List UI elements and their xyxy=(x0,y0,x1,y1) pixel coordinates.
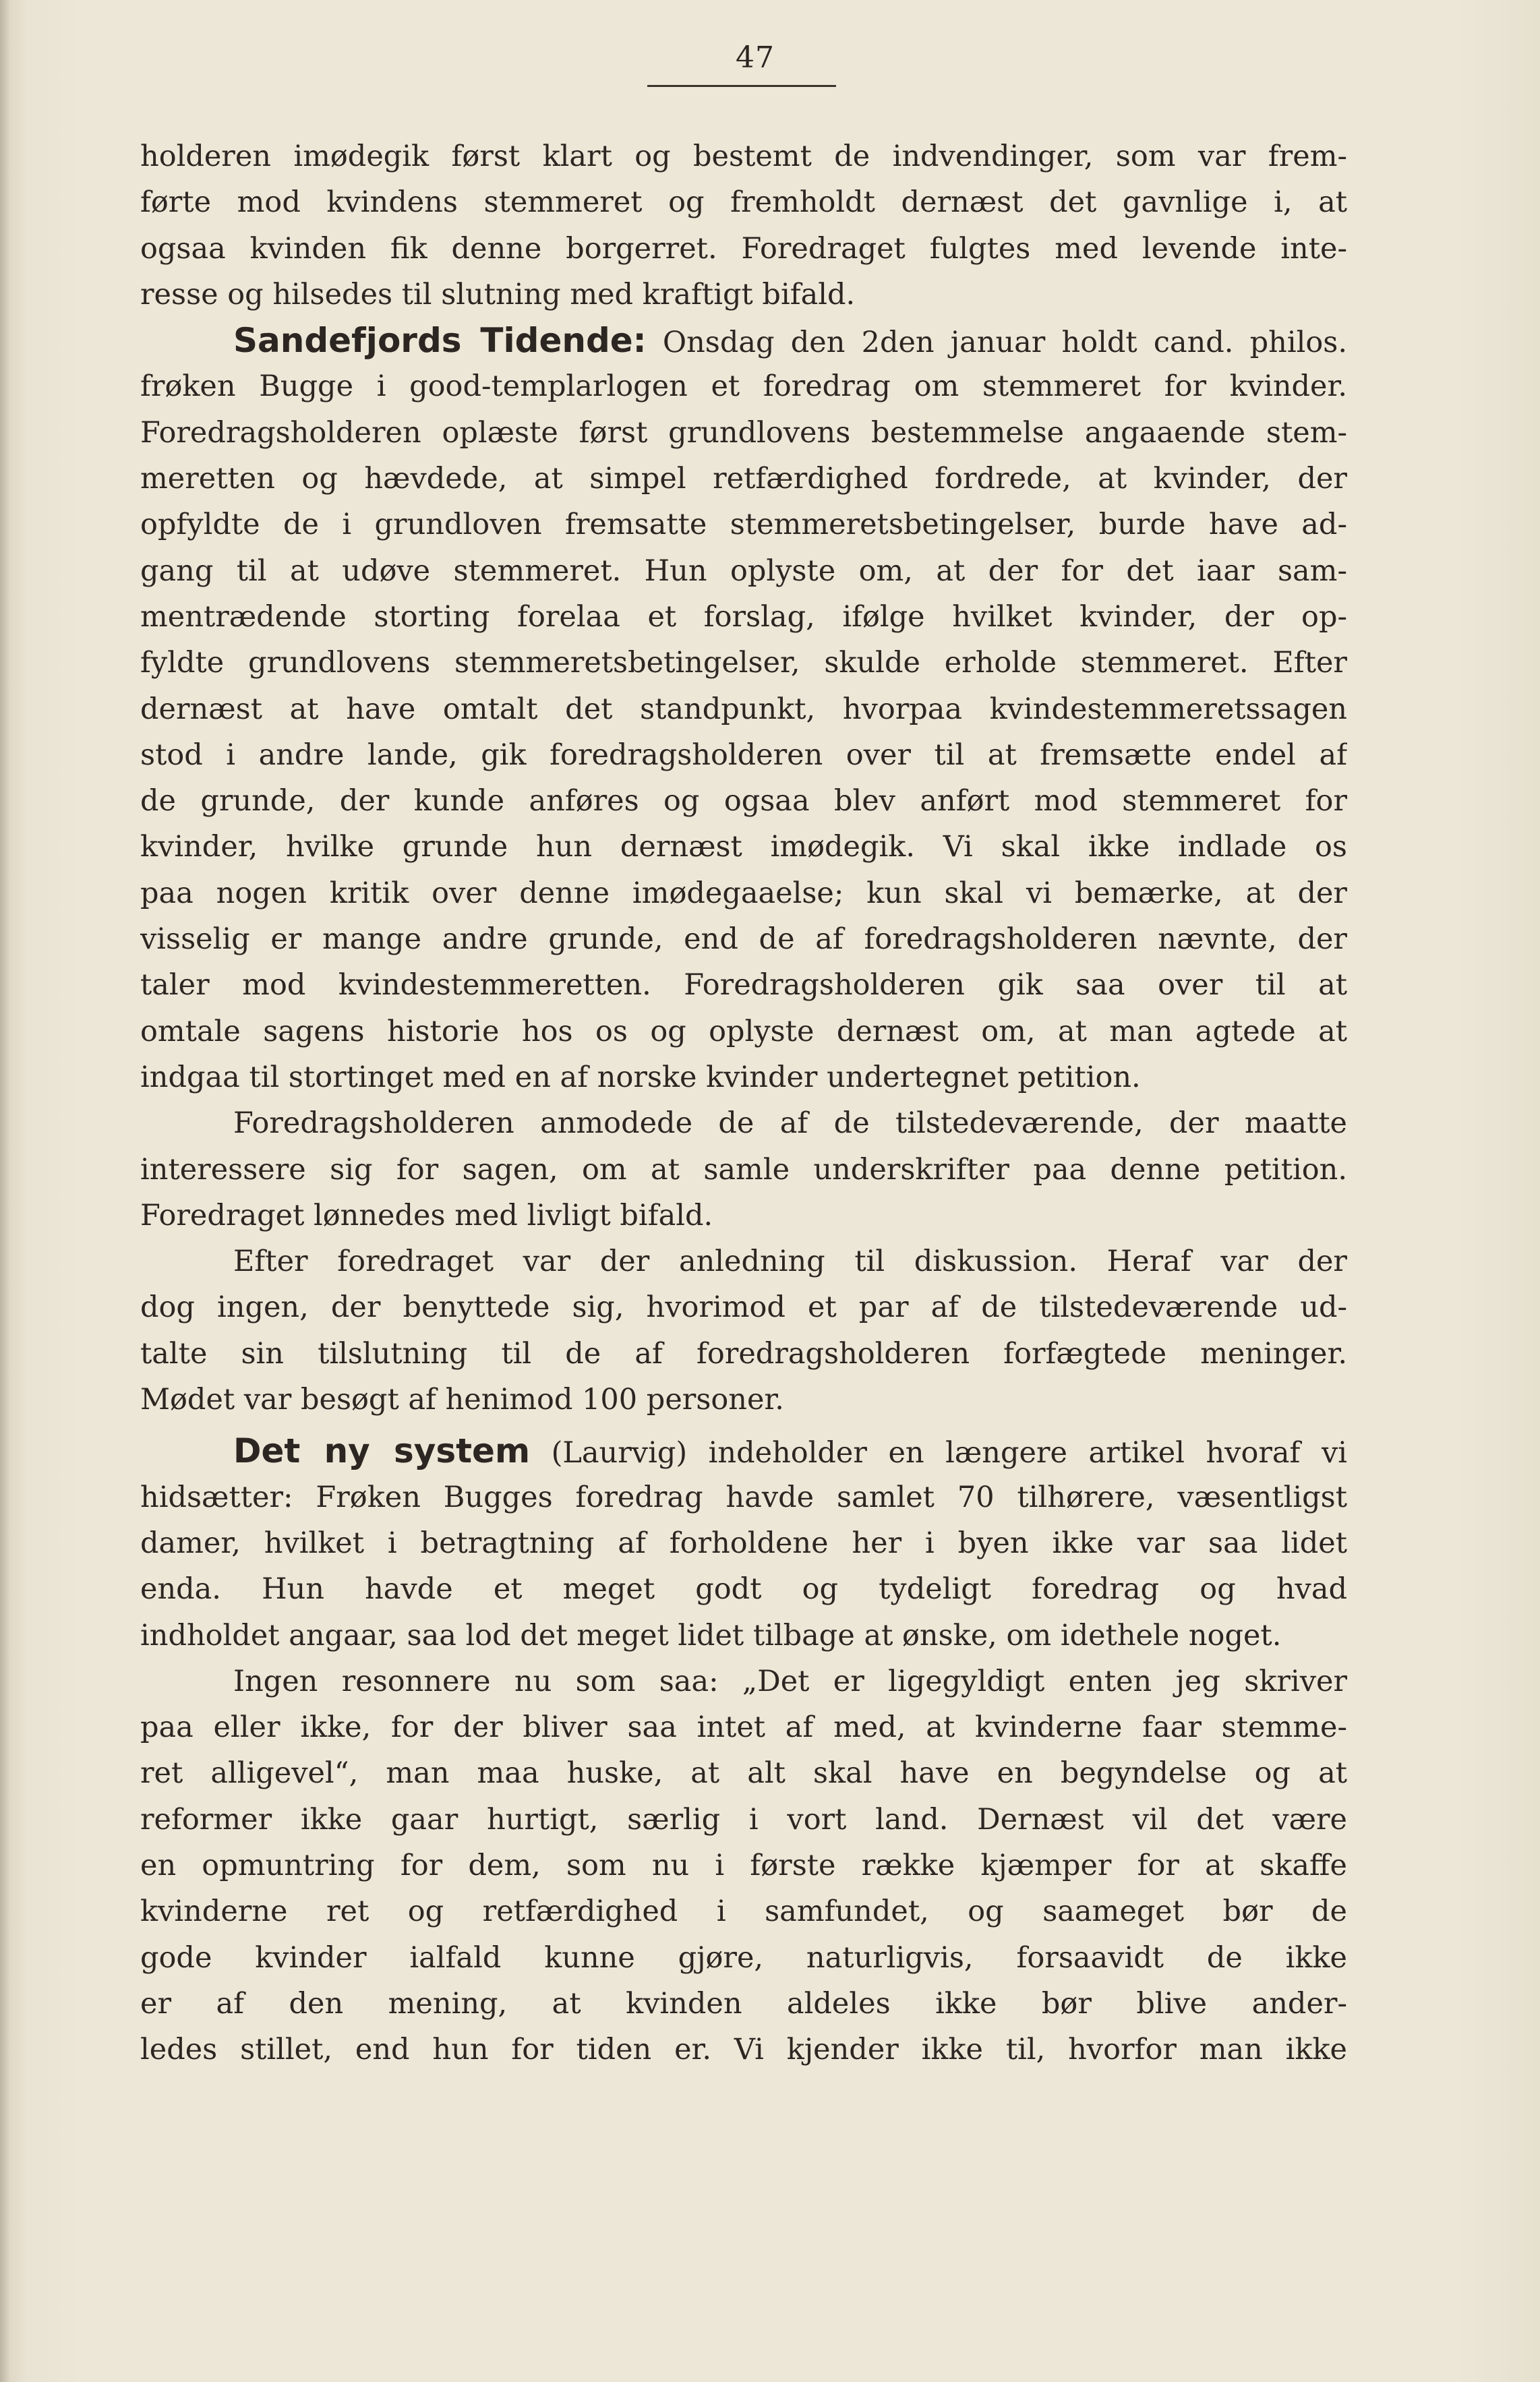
text-line: interessere sig for sagen, om at samle underskrifter paa denne petition. xyxy=(140,1152,1347,1187)
text-line: Efter foredraget var der anledning til diskussion. Heraf var der xyxy=(233,1245,1347,1279)
text-line: indgaa til stortinget med en af norske kvinder undertegnet petition. xyxy=(140,1060,1141,1094)
text-line: resse og hilsedes til slutning med kraftigt bifald. xyxy=(140,277,856,311)
text-line: ledes stillet, end hun for tiden er. Vi kjender ikke til, hvorfor man ikke xyxy=(140,2033,1347,2067)
newspaper-name: Det ny system xyxy=(233,1431,531,1471)
text-line: talte sin tilslutning til de af foredragsholderen forfægtede meninger. xyxy=(140,1336,1347,1371)
text-line: Foredraget lønnedes med livligt bifald. xyxy=(140,1198,713,1232)
paragraph-sandefjords-tidende xyxy=(140,318,1347,1100)
text-line: Mødet var besøgt af henimod 100 personer. xyxy=(140,1383,784,1417)
text-line: mentrædende storting forelaa et forslag, ifølge hvilket kvinder, der op- xyxy=(140,599,1347,634)
text-line: ogsaa kvinden fik denne borgerret. Foredraget fulgtes med levende inte- xyxy=(140,231,1347,266)
text-line: gode kvinder ialfald kunne gjøre, naturligvis, forsaavidt de ikke xyxy=(140,1940,1347,1975)
text-line xyxy=(140,318,1347,363)
text-line xyxy=(140,1428,1347,1474)
text-line-rest: Onsdag den 2den januar holdt cand. philos. xyxy=(662,326,1347,360)
text-line: gang til at udøve stemmeret. Hun oplyste om, at der for det iaar sam- xyxy=(140,554,1347,588)
body-text xyxy=(140,133,1347,2073)
text-line: dernæst at have omtalt det standpunkt, hvorpaa kvindestemmeretssagen xyxy=(140,692,1347,726)
text-line: en opmuntring for dem, som nu i første række kjæmper for at skaffe xyxy=(140,1848,1347,1882)
text-line: frøken Bugge i good-templarlogen et foredrag om stemmeret for kvinder. xyxy=(140,369,1347,404)
paragraph-1 xyxy=(140,133,1347,318)
text-line: kvinderne ret og retfærdighed i samfundet, og saameget bør de xyxy=(140,1895,1347,1929)
text-line: kvinder, hvilke grunde hun dernæst imødegik. Vi skal ikke indlade os xyxy=(140,830,1347,864)
text-line: opfyldte de i grundloven fremsatte stemmeretsbetingelser, burde have ad- xyxy=(140,508,1347,542)
text-line: meretten og hævdede, at simpel retfærdighed fordrede, at kvinder, der xyxy=(140,462,1347,496)
text-line: taler mod kvindestemmeretten. Foredragsholderen gik saa over til at xyxy=(140,968,1347,1003)
section-gap xyxy=(140,1423,1347,1428)
text-line: paa eller ikke, for der bliver saa intet af med, at kvinderne faar stemme- xyxy=(140,1710,1347,1745)
text-line: fyldte grundlovens stemmeretsbetingelser, skulde erholde stemmeret. Efter xyxy=(140,646,1347,680)
page-number: 47 xyxy=(736,40,775,75)
text-line-rest: (Laurvig) indeholder en længere artikel hvoraf vi xyxy=(551,1436,1347,1470)
text-line: omtale sagens historie hos os og oplyste dernæst om, at man agtede at xyxy=(140,1014,1347,1048)
text-line: holderen imødegik først klart og bestemt de indvendinger, som var frem- xyxy=(140,140,1347,173)
newspaper-name: Sandefjords Tidende: xyxy=(233,321,647,361)
text-line: visselig er mange andre grunde, end de af foredragsholderen nævnte, der xyxy=(140,922,1347,957)
text-line: damer, hvilket i betragtning af forholdene her i byen ikke var saa lidet xyxy=(140,1526,1347,1560)
paragraph-det-ny-system xyxy=(140,1428,1347,1658)
text-line: førte mod kvindens stemmeret og fremholdt dernæst det gavnlige i, at xyxy=(140,185,1347,220)
text-line: Foredragsholderen oplæste først grundlovens bestemmelse angaaende stem- xyxy=(140,415,1347,450)
text-line: stod i andre lande, gik foredragsholderen over til at fremsætte endel af xyxy=(140,738,1347,772)
binding-edge xyxy=(0,0,9,2382)
text-line: enda. Hun havde et meget godt og tydeligt foredrag og hvad xyxy=(140,1572,1347,1607)
text-line: reformer ikke gaar hurtigt, særlig i vort land. Dernæst vil det være xyxy=(140,1802,1347,1837)
text-line: paa nogen kritik over denne imødegaaelse; kun skal vi bemærke, at der xyxy=(140,876,1347,910)
text-line: ret alligevel“, man maa huske, at alt skal have en begyndelse og at xyxy=(140,1756,1347,1791)
paragraph-4 xyxy=(140,1239,1347,1423)
text-line: hidsætter: Frøken Bugges foredrag havde samlet 70 tilhørere, væsentligst xyxy=(140,1480,1347,1514)
text-line: indholdet angaar, saa lod det meget lidet tilbage at ønske, om idethele noget. xyxy=(140,1618,1282,1652)
text-line: Ingen resonnere nu som saa: „Det er ligegyldigt enten jeg skriver xyxy=(233,1664,1347,1698)
paragraph-3 xyxy=(140,1100,1347,1239)
text-line: er af den mening, at kvinden aldeles ikke bør blive ander- xyxy=(140,1986,1347,2021)
text-line: de grunde, der kunde anføres og ogsaa blev anført mod stemmeret for xyxy=(140,784,1347,818)
text-line: dog ingen, der benyttede sig, hvorimod et par af de tilstedeværende ud- xyxy=(140,1290,1347,1325)
page-number-rule xyxy=(647,85,836,87)
paragraph-6 xyxy=(140,1659,1347,2073)
text-line: Foredragsholderen anmodede de af de tilstedeværende, der maatte xyxy=(233,1106,1347,1141)
